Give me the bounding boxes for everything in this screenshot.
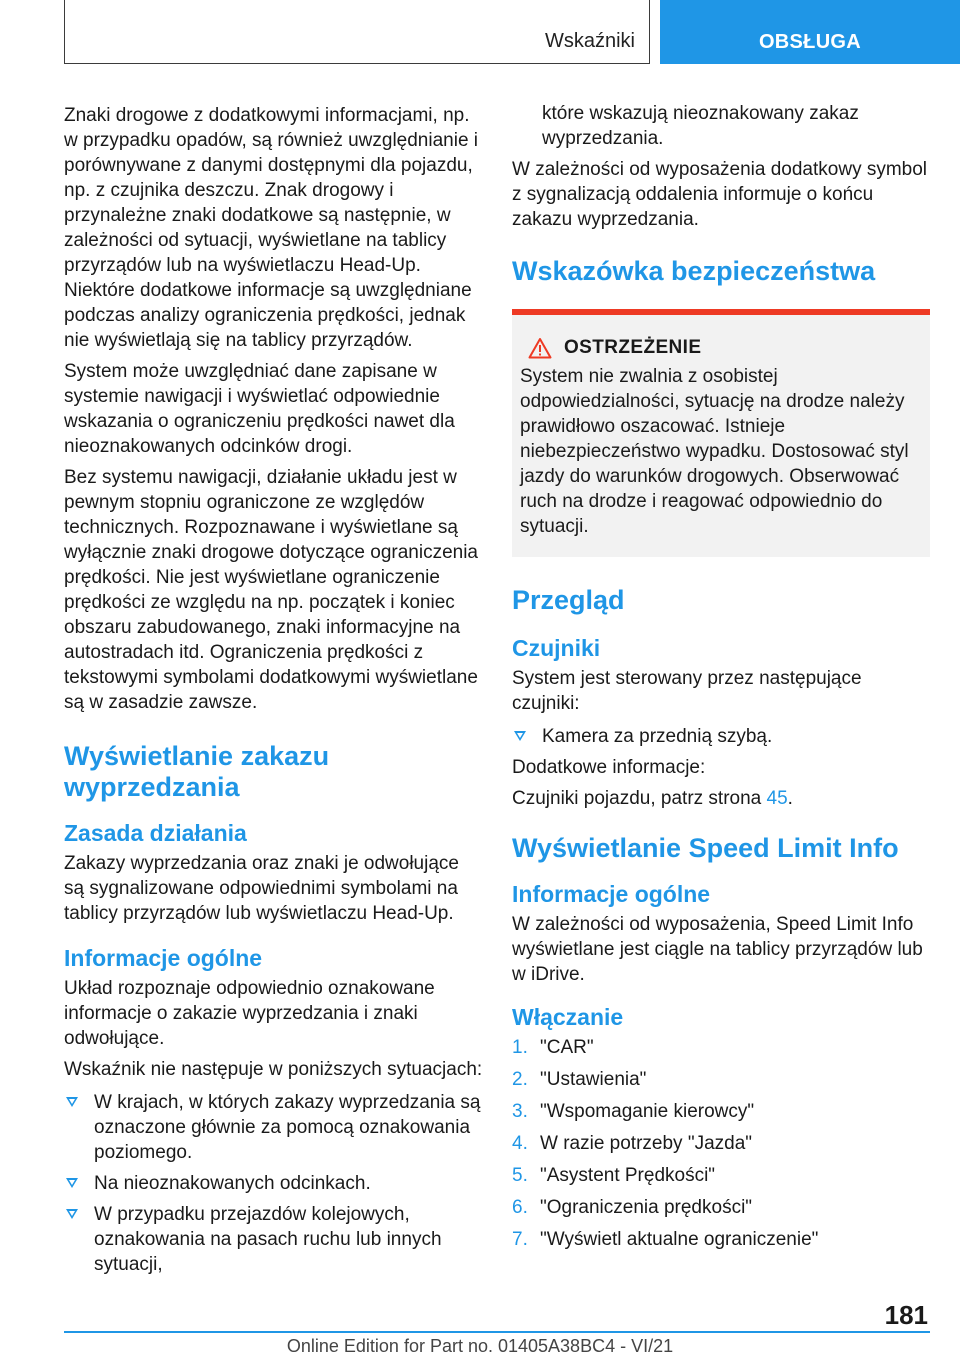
heading-safety-note: Wskazówka bezpieczeństwa — [512, 256, 876, 286]
step-item — [512, 1163, 930, 1188]
warning-header — [520, 335, 922, 360]
paragraph: W zależności od wyposażenia, Speed Limit Info wyświetlane jest ciągle na tablicy przyrządów lub w iDrive. — [512, 914, 923, 985]
right-column — [512, 101, 930, 1259]
left-column — [64, 103, 484, 1283]
warning-box — [512, 309, 930, 557]
list-item-text: W przypadku przejazdów kolejowych, oznakowania na pasach ruchu lub innych sytuacji, — [94, 1204, 442, 1275]
heading-sensors: Czujniki — [512, 635, 601, 661]
footer-edition: Online Edition for Part no. 01405A38BC4 - VI/21 — [286, 1336, 674, 1356]
header-section-box — [64, 0, 650, 64]
paragraph-text: Czujniki pojazdu, patrz strona — [512, 788, 767, 809]
chapter-tab[interactable] — [660, 0, 960, 64]
step-number: 4. — [512, 1133, 528, 1154]
step-item — [512, 1131, 930, 1156]
paragraph: Układ rozpoznaje odpowiednio oznakowane informacje o zakazie wyprzedzania i znaki odwołujące. — [64, 978, 435, 1049]
warning-text: System nie zwalnia z osobistej odpowiedzialności, sytuację na drodze należy prawidłowo oszacować. Istnieje niebezpieczeństwo wypadku. Dostosować styl jazdy do warunków drogowych. Obserwować ruch na drodze i reagować odpowiednio do sytuacji. — [520, 366, 909, 537]
heading-overview: Przegląd — [512, 585, 625, 615]
step-item — [512, 1227, 930, 1252]
bullet-triangle-icon — [66, 1178, 78, 1188]
step-text: "Wspomaganie kierowcy" — [540, 1101, 755, 1122]
bullet-triangle-icon — [66, 1209, 78, 1219]
step-item — [512, 1035, 930, 1060]
paragraph: Bez systemu nawigacji, działanie układu jest w pewnym stopniu ograniczone ze względów technicznych. Rozpoznawane i wyświetlane są wyłącznie znaki drogowe dotyczące ograniczenia prędkości. Nie jest wyświetlane ograniczenie prędkości ze względu na np. początek i koniec obszaru zabudowanego, znaki informacyjne na autostradach itd. Ograniczenia prędkości z tekstowymi symbolami dodatkowymi wyświetlane są w zasadzie zawsze. — [64, 467, 479, 713]
heading-activation: Włączanie — [512, 1004, 624, 1030]
heading-principle: Zasada działania — [64, 820, 247, 846]
step-item — [512, 1067, 930, 1092]
paragraph: System jest sterowany przez następujące czujniki: — [512, 668, 862, 714]
paragraph: W zależności od wyposażenia dodatkowy symbol z sygnalizacją oddalenia informuje o końcu zakazu wyprzedzania. — [512, 159, 928, 230]
list-item-continuation: które wskazują nieoznakowany zakaz wyprzedzania. — [542, 103, 859, 149]
heading-speed-limit-info: Wyświetlanie Speed Limit Info — [512, 833, 899, 863]
list-item-text: W krajach, w których zakazy wyprzedzania są oznaczone głównie za pomocą oznakowania poziomego. — [94, 1092, 481, 1163]
list-item-text: Kamera za przednią szybą. — [542, 726, 773, 747]
step-number: 2. — [512, 1069, 528, 1090]
step-text: "Wyświetl aktualne ograniczenie" — [540, 1229, 819, 1250]
step-text: "Ustawienia" — [540, 1069, 647, 1090]
step-text: W razie potrzeby "Jazda" — [540, 1133, 753, 1154]
step-item — [512, 1195, 930, 1220]
step-number: 7. — [512, 1229, 528, 1250]
step-text: "CAR" — [540, 1037, 594, 1058]
paragraph: Znaki drogowe z dodatkowymi informacjami, np. w przypadku opadów, są również uwzględnianie i porównywane z danymi dostępnymi dla pojazdu, np. z czujnika deszczu. Znak drogowy i przynależne znaki dodatkowe są następnie, w zależności od sytuacji, wyświetlane na tablicy przyrządów lub na wyświetlaczu Head-Up. Niektóre dodatkowe informacje są uwzględniane podczas analizy ograniczenia prędkości, jednak nie wyświetlają się na tablicy przyrządów. — [64, 105, 479, 351]
step-number: 3. — [512, 1101, 528, 1122]
paragraph: Zakazy wyprzedzania oraz znaki je odwołujące są sygnalizowane odpowiednimi symbolami na tablicy przyrządów lub wyświetlaczu Head-Up. — [64, 853, 459, 924]
paragraph: Dodatkowe informacje: — [512, 757, 706, 778]
heading-general-info: Informacje ogólne — [512, 881, 711, 907]
list-item — [64, 1202, 484, 1277]
step-number: 5. — [512, 1165, 528, 1186]
step-number: 1. — [512, 1037, 528, 1058]
step-text: "Ograniczenia prędkości" — [540, 1197, 753, 1218]
list-item-text: Na nieoznakowanych odcinkach. — [94, 1173, 371, 1194]
page-number: 181 — [884, 1300, 928, 1330]
paragraph: System może uwzględniać dane zapisane w systemie nawigacji i wyświetlać odpowiednie wskazania o ograniczeniu prędkości nawet dla nieoznakowanych odcinków drogi. — [64, 361, 455, 457]
list-item — [64, 1171, 484, 1196]
list-item — [64, 1090, 484, 1165]
footer-divider — [64, 1331, 930, 1333]
section-title: Wskaźniki — [544, 30, 635, 52]
warning-title: OSTRZEŻENIE — [564, 337, 702, 358]
step-text: "Asystent Prędkości" — [540, 1165, 716, 1186]
heading-general-info: Informacje ogólne — [64, 945, 263, 971]
step-item — [512, 1099, 930, 1124]
step-number: 6. — [512, 1197, 528, 1218]
warning-triangle-icon — [528, 337, 552, 359]
paragraph: Wskaźnik nie następuje w poniższych sytuacjach: — [64, 1059, 483, 1080]
bullet-triangle-icon — [66, 1097, 78, 1107]
paragraph-with-link — [512, 786, 930, 811]
list-item — [512, 724, 930, 749]
paragraph-end: . — [787, 788, 793, 809]
heading-overtaking-display: Wyświetlanie zakazu wyprzedzania — [64, 741, 330, 802]
page-reference-link[interactable]: 45 — [766, 788, 788, 809]
bullet-triangle-icon — [514, 731, 526, 741]
chapter-tab-label: OBSŁUGA — [758, 31, 862, 53]
